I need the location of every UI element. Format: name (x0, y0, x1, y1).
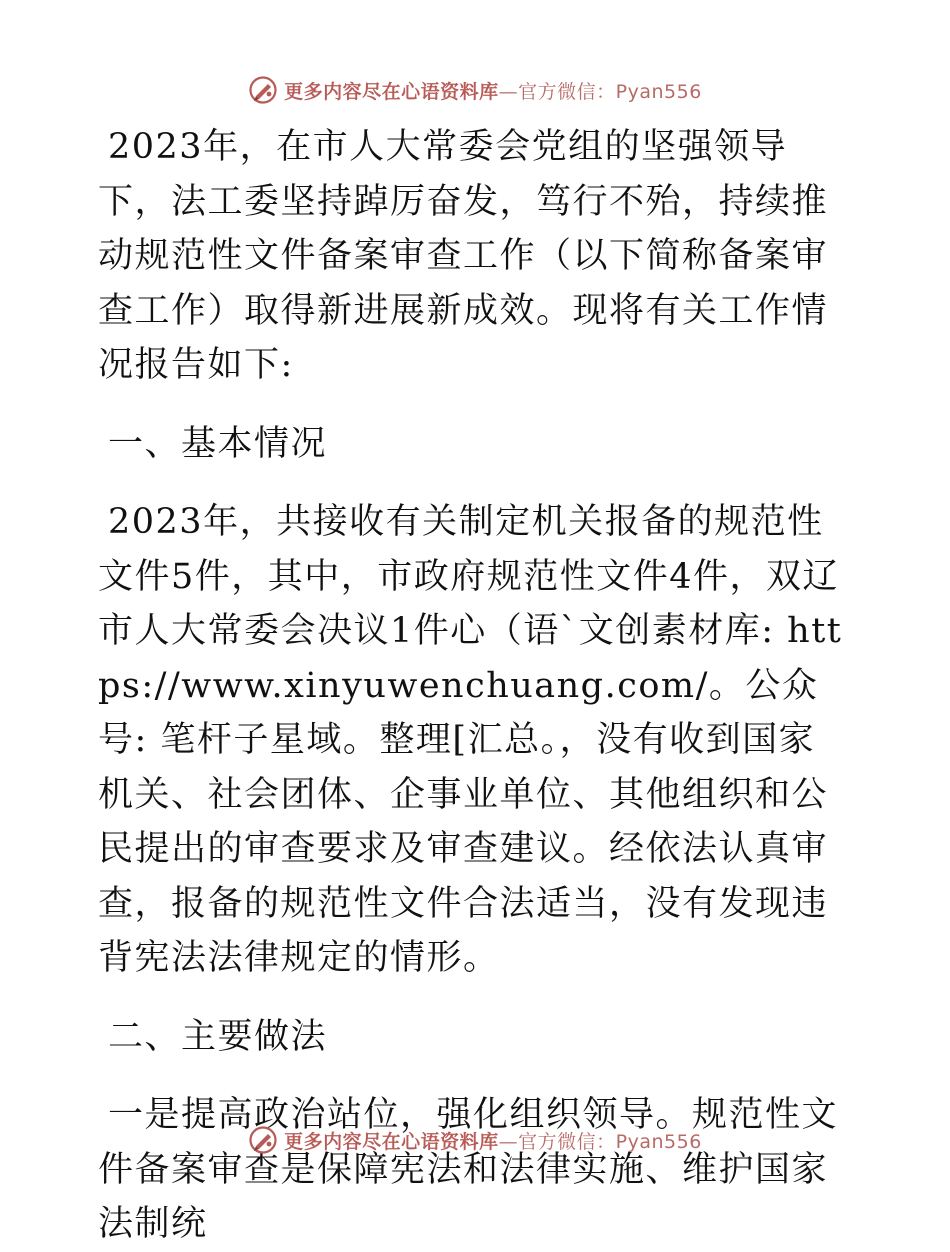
watermark-separator: — (498, 1130, 519, 1153)
intro-paragraph: 2023年，在市人大常委会党组的坚强领导下，法工委坚持踔厉奋发，笃行不殆，持续推动规范性文件备案审查工作（以下简称备案审查工作）取得新进展新成效。现将有关工作情况报告如下: (98, 127, 829, 385)
section-heading-practices: 二、主要做法 (108, 1016, 328, 1057)
watermark-brand: 更多内容尽在心语资料库 (284, 80, 499, 103)
footer-watermark (0, 1120, 950, 1160)
section-paragraph-practices: 一是提高政治站位，强化组织领导。规范性文件备案审查是保障宪法和法律实施、维护国家法制统 (98, 1095, 839, 1244)
brand-logo-icon (248, 75, 278, 105)
document-body (98, 120, 850, 1252)
watermark-text (284, 77, 702, 104)
watermark-text (284, 1127, 702, 1154)
brand-logo-icon (248, 1125, 278, 1155)
watermark-wechat: 官方微信：Pyan556 (518, 80, 702, 103)
section-heading-basic: 一、基本情况 (108, 423, 328, 464)
watermark-brand: 更多内容尽在心语资料库 (284, 1130, 499, 1153)
watermark-separator: — (498, 80, 519, 103)
watermark-wechat: 官方微信：Pyan556 (518, 1130, 702, 1153)
header-watermark (0, 70, 950, 110)
section-paragraph-basic: 2023年，共接收有关制定机关报备的规范性文件5件，其中，市政府规范性文件4件，双辽市人大常委会决议1件心（语`文创素材库: https://www.xinyuwenchuang.com/。公众号: 笔杆子星域。整理[汇总。，没有收到国家机关、社会团体、企事业单位、其他组织和公民提出的审查要求及审查建议。经依法认真审查，报备的规范性文件合法适当，没有发现违背宪法法律规定的情形。 (98, 502, 843, 978)
